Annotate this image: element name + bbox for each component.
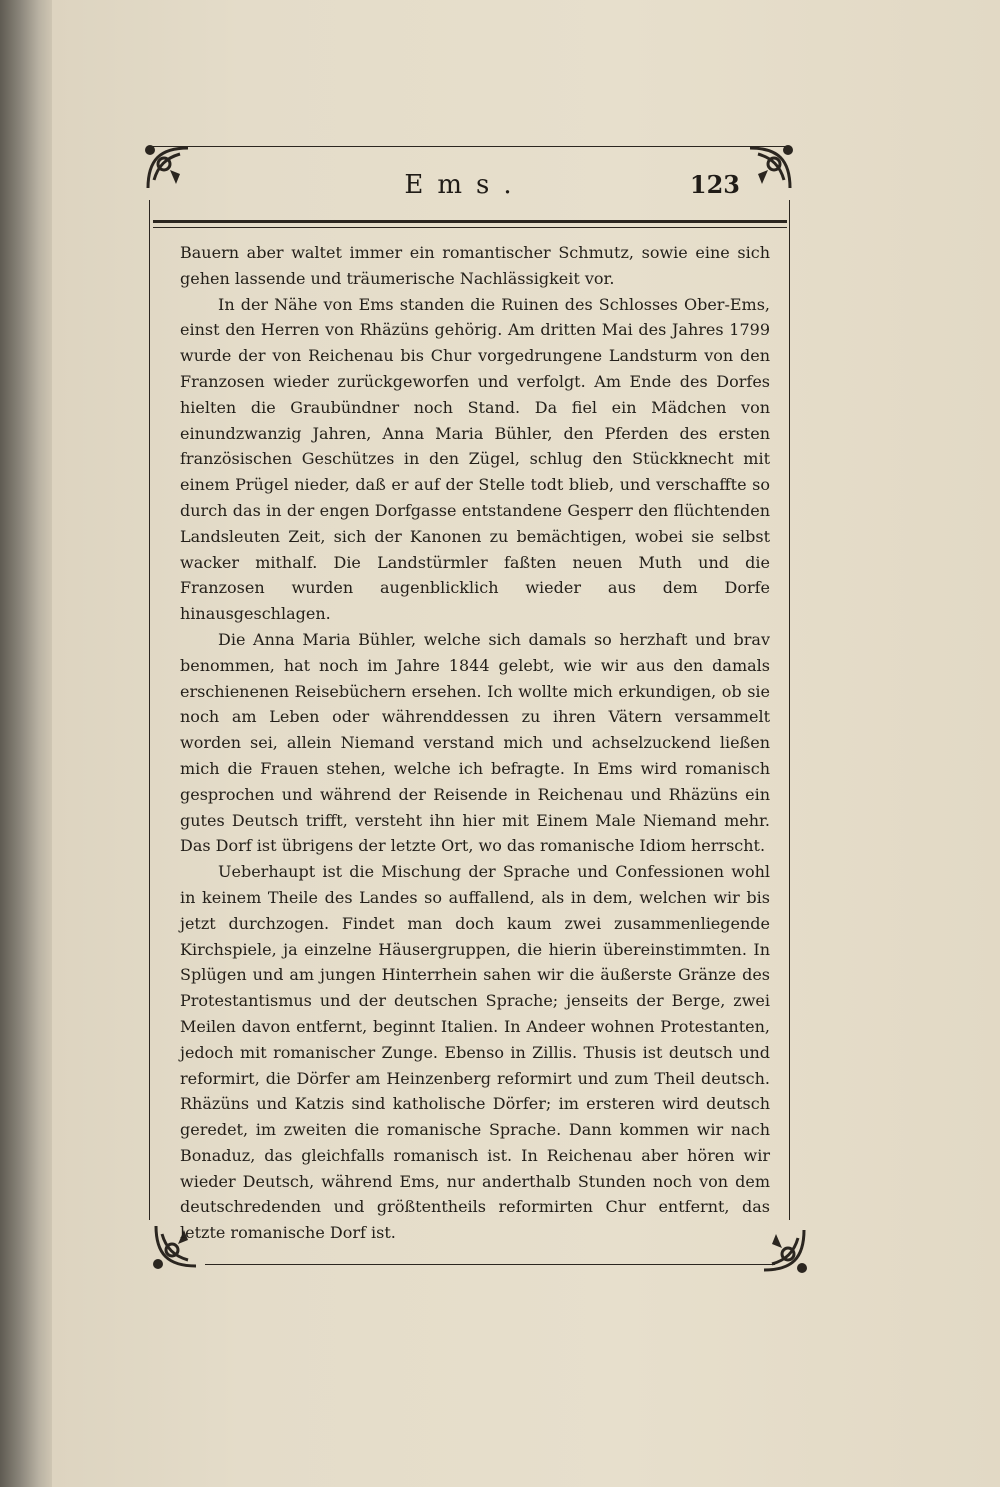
- page-number: 123: [689, 170, 740, 199]
- header-double-rule: [153, 220, 787, 228]
- frame-left-rule: [149, 200, 150, 1220]
- frame-right-rule: [789, 200, 790, 1220]
- frame-bottom-rule: [205, 1264, 775, 1265]
- book-spine: [0, 0, 52, 1487]
- paragraph: Ueberhaupt ist die Mischung der Sprache und Confessionen wohl in keinem Theile des Landes so auffallend, als in dem, welchen wir bis jetzt durchzogen. Findet man doch kaum zwei zusammenliegende Kirchspiele, ja einzelne Häusergruppen, die hierin übereinstimmten. In Splügen und am jungen Hinterrhein sahen wir die äußerste Gränze des Protestantismus und der deutschen Sprache; jenseits der Berge, zwei Meilen davon entfernt, beginnt Italien. In Andeer wohnen Protestanten, jedoch mit romanischer Zunge. Ebenso in Zillis. Thusis ist deutsch und reformirt, die Dörfer am Heinzenberg reformirt und zum Theil deutsch. Rhäzüns und Katzis sind katholische Dörfer; im ersteren wird deutsch geredet, im zweiten die romanische Sprache. Dann kommen wir nach Bonaduz, das gleichfalls romanisch ist. In Reichenau aber hören wir wieder Deutsch, während Ems, nur anderthalb Stunden noch von dem deutschredenden und größtentheils reformirten Chur entfernt, das letzte romanische Dorf ist.: [180, 862, 770, 1243]
- paragraph: Bauern aber waltet immer ein romantischer Schmutz, sowie eine sich gehen lassende und träumerische Nachlässigkeit vor.: [180, 243, 770, 288]
- body-text: [180, 240, 770, 1246]
- floral-corner-ornament-icon: [742, 140, 798, 196]
- running-head: Ems.: [404, 170, 526, 200]
- paragraph: Die Anna Maria Bühler, welche sich damals so herzhaft und brav benommen, hat noch im Jahre 1844 gelebt, wie wir aus den damals erschienenen Reisebüchern ersehen. Ich wollte mich erkundigen, ob sie noch am Leben oder währenddessen zu ihren Vätern versammelt worden sei, allein Niemand verstand mich und achselzuckend ließen mich die Frauen stehen, welche ich befragte. In Ems wird romanisch gesprochen und während der Reisende in Reichenau und Rhäzüns ein gutes Deutsch trifft, versteht ihn hier mit Einem Male Niemand mehr. Das Dorf ist übrigens der letzte Ort, wo das romanische Idiom herrscht.: [180, 629, 770, 856]
- floral-corner-ornament-icon: [140, 140, 196, 196]
- paragraph: In der Nähe von Ems standen die Ruinen des Schlosses Ober-Ems, einst den Herren von Rhäzüns gehörig. Am dritten Mai des Jahres 1799 wurde der von Reichenau bis Chur vorgedrungene Landsturm von den Franzosen wieder zurückgeworfen und verfolgt. Am Ende des Dorfes hielten die Graubündner noch Stand. Da fiel ein Mädchen von einundzwanzig Jahren, Anna Maria Bühler, den Pferden des ersten französischen Geschützes in den Zügel, schlug den Stückknecht mit einem Prügel nieder, daß er auf der Stelle todt blieb, und verschaffte so durch das in der engen Dorfgasse entstandene Gesperr den flüchtenden Landsleuten Zeit, sich der Kanonen zu bemächtigen, wobei sie selbst wacker mithalf. Die Landstürmler faßten neuen Muth und die Franzosen wurden augenblicklich wieder aus dem Dorfe hinausgeschlagen.: [180, 294, 770, 624]
- frame-top-rule: [148, 146, 788, 147]
